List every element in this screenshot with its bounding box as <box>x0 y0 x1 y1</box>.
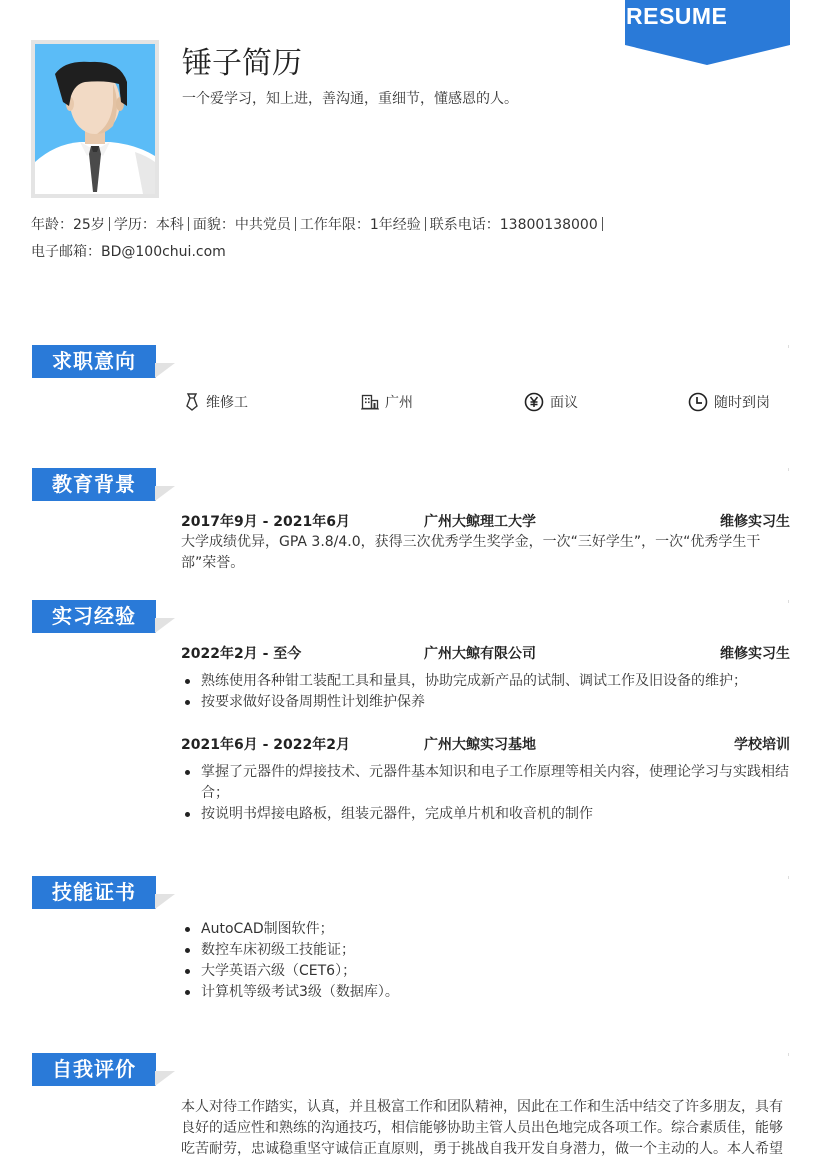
entry-role: 维修实习生 <box>720 646 790 662</box>
divider <box>188 217 189 231</box>
intention-label: 随时到岗 <box>714 395 770 411</box>
entry-role: 学校培训 <box>734 737 790 753</box>
skill-item: 计算机等级考试3级（数据库）。 <box>181 982 790 1003</box>
job-intention-row <box>182 392 792 414</box>
building-icon <box>361 394 379 410</box>
bullet-item: 熟练使用各种钳工装配工具和量具，协助完成新产品的试制、调试工作及旧设备的维护； <box>181 671 790 692</box>
internship-entry <box>181 735 790 825</box>
intention-label: 广州 <box>385 395 413 411</box>
entry-header <box>181 512 790 532</box>
entry-description: 大学成绩优异，GPA 3.8/4.0，获得三次优秀学生奖学金，一次“三好学生”，一次“优秀学生干部”荣誉。 <box>181 534 761 571</box>
info-education: 学历：本科 <box>113 217 184 233</box>
section-header-internship <box>31 600 791 636</box>
self-evaluation <box>181 1097 790 1160</box>
entry-org: 广州大鲸有限公司 <box>424 646 536 662</box>
intention-label: 面议 <box>550 395 578 411</box>
section-triangle-icon <box>155 1066 177 1086</box>
entry-role: 维修实习生 <box>720 514 790 530</box>
section-title: 实习经验 <box>32 600 156 633</box>
entry-header <box>181 644 790 664</box>
skill-item: AutoCAD制图软件； <box>181 919 790 940</box>
entry-header <box>181 735 790 755</box>
tie-icon <box>184 393 200 411</box>
intention-city <box>361 392 413 412</box>
section-title: 教育背景 <box>32 468 156 501</box>
resume-ribbon <box>625 0 790 65</box>
entry-org: 广州大鲸理工大学 <box>424 514 536 530</box>
entry-bullets <box>181 671 790 713</box>
section-triangle-icon <box>155 889 177 909</box>
info-political: 面貌：中共党员 <box>192 217 291 233</box>
section-header-self-evaluation <box>31 1053 791 1089</box>
resume-label: RESUME <box>626 3 728 29</box>
intention-salary <box>524 392 578 412</box>
section-title: 求职意向 <box>32 345 156 378</box>
section-header-education <box>31 468 791 504</box>
divider <box>788 876 789 879</box>
personal-info <box>31 212 791 266</box>
info-age: 年龄：25岁 <box>31 217 105 233</box>
divider <box>109 217 110 231</box>
entry-bullets <box>181 762 790 825</box>
divider <box>425 217 426 231</box>
divider <box>295 217 296 231</box>
intention-label: 维修工 <box>206 395 248 411</box>
entry-date: 2022年2月 - 至今 <box>181 646 302 662</box>
skill-item: 大学英语六级（CET6）； <box>181 961 790 982</box>
section-header-intention <box>31 345 791 381</box>
info-phone: 联系电话：13800138000 <box>429 217 598 233</box>
skill-item: 数控车床初级工技能证； <box>181 940 790 961</box>
internship-entry <box>181 644 790 713</box>
skills-bullets <box>181 919 790 1003</box>
skills-list <box>181 919 790 1003</box>
section-triangle-icon <box>155 358 177 378</box>
section-header-skills <box>31 876 791 912</box>
divider <box>602 217 603 231</box>
info-email: 电子邮箱：BD@100chui.com <box>31 244 226 260</box>
yen-icon <box>524 392 544 412</box>
clock-icon <box>688 392 708 412</box>
divider <box>788 345 789 348</box>
divider <box>788 600 789 603</box>
avatar-icon <box>35 44 155 194</box>
entry-date: 2017年9月 - 2021年6月 <box>181 514 350 530</box>
section-title: 自我评价 <box>32 1053 156 1086</box>
section-triangle-icon <box>155 613 177 633</box>
divider <box>788 468 789 471</box>
profile-photo <box>31 40 159 198</box>
entry-date: 2021年6月 - 2022年2月 <box>181 737 350 753</box>
intention-position <box>184 392 248 412</box>
divider <box>788 1053 789 1056</box>
self-evaluation-text: 本人对待工作踏实，认真，并且极富工作和团队精神，因此在工作和生活中结交了许多朋友，具有良好的适应性和熟练的沟通技巧，相信能够协助主管人员出色地完成各项工作。综合素质佳，能够吃苦耐劳，忠诚稳重坚守诚信正直原则，勇于挑战自我开发自身潜力，做一个主动的人。本人希望 <box>181 1099 783 1157</box>
section-title: 技能证书 <box>32 876 156 909</box>
bullet-item: 按要求做好设备周期性计划维护保养 <box>181 692 790 713</box>
resume-title: 锤子简历 <box>182 46 302 81</box>
intention-availability <box>688 392 770 412</box>
bullet-item: 按说明书焊接电路板，组装元器件，完成单片机和收音机的制作 <box>181 804 790 825</box>
bullet-item: 掌握了元器件的焊接技术、元器件基本知识和电子工作原理等相关内容，使理论学习与实践相结合； <box>181 762 790 804</box>
motto: 一个爱学习，知上进，善沟通，重细节，懂感恩的人。 <box>182 91 518 107</box>
education-entry <box>181 512 790 574</box>
section-triangle-icon <box>155 481 177 501</box>
entry-org: 广州大鲸实习基地 <box>424 737 536 753</box>
info-experience: 工作年限：1年经验 <box>299 217 421 233</box>
